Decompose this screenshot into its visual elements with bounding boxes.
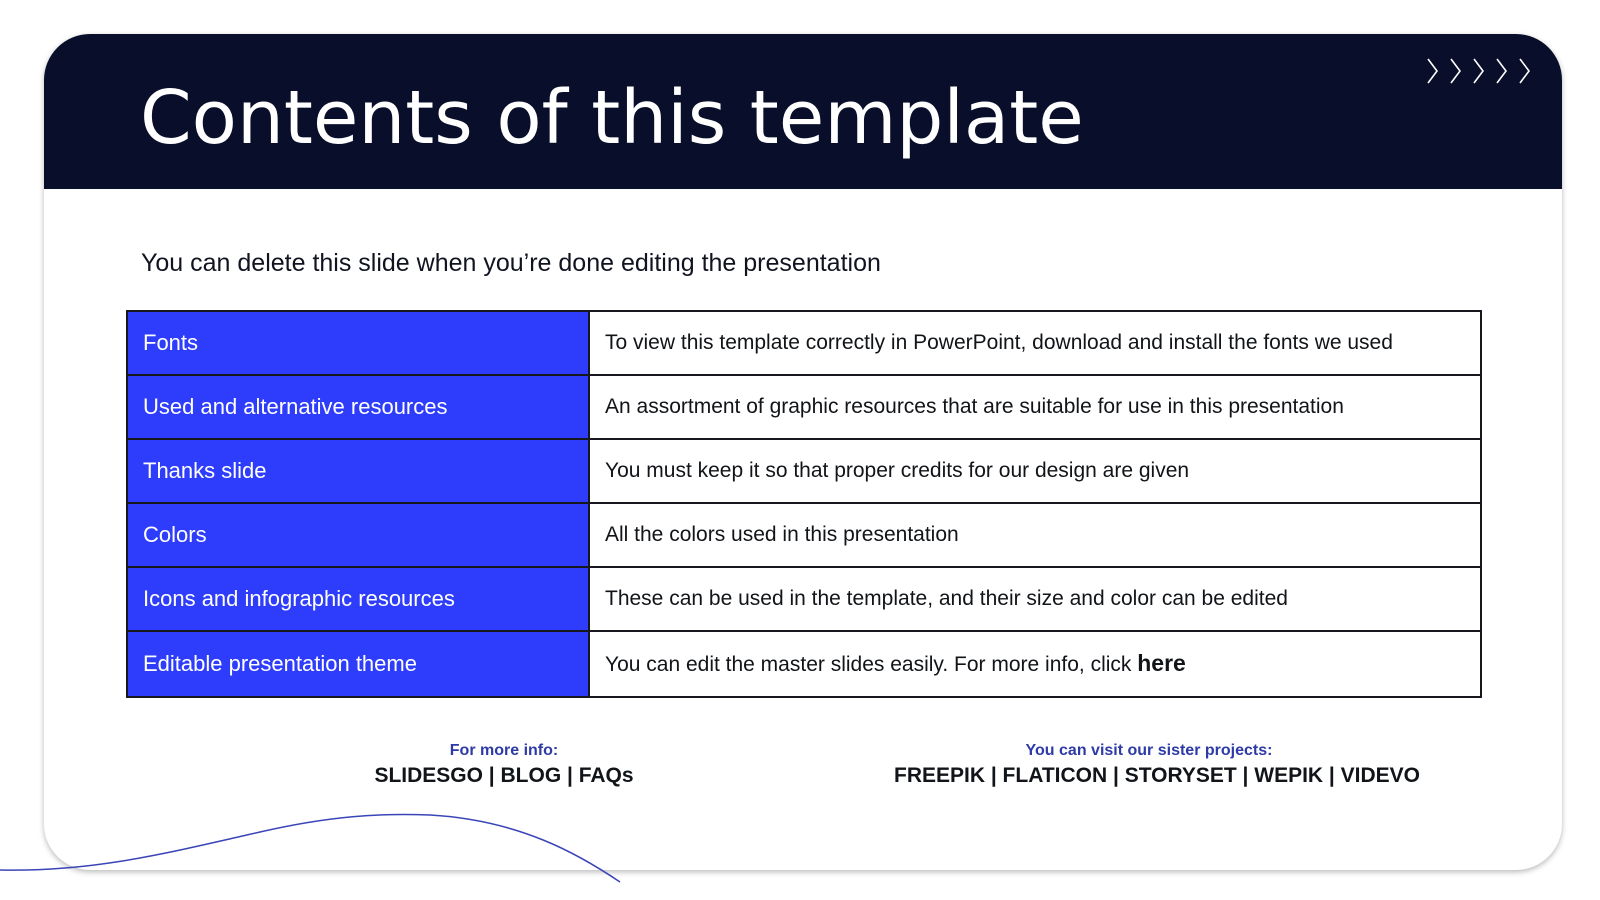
title-header (44, 34, 1562, 189)
table-row (127, 375, 1481, 439)
decorative-wave-line (0, 780, 700, 900)
footer-more-info-caption: For more info: (449, 742, 559, 759)
table-row (127, 631, 1481, 697)
row-description: These can be used in the template, and their size and color can be edited (589, 567, 1481, 631)
row-label: Thanks slide (127, 439, 589, 503)
row-description (589, 631, 1481, 697)
row-description: To view this template correctly in PowerPoint, download and install the fonts we used (589, 311, 1481, 375)
slide-card (44, 34, 1562, 870)
row-label: Used and alternative resources (127, 375, 589, 439)
table-row (127, 503, 1481, 567)
row-label: Editable presentation theme (127, 631, 589, 697)
row-label: Fonts (127, 311, 589, 375)
row-description: You must keep it so that proper credits for our design are given (589, 439, 1481, 503)
row-description: An assortment of graphic resources that are suitable for use in this presentation (589, 375, 1481, 439)
footer-more-info-links[interactable]: SLIDESGO | BLOG | FAQs (374, 764, 634, 787)
row-description: All the colors used in this presentation (589, 503, 1481, 567)
row-label: Colors (127, 503, 589, 567)
table-row (127, 439, 1481, 503)
page-subtitle: You can delete this slide when you’re done editing the presentation (141, 249, 881, 277)
footer-sister-projects-links[interactable]: FREEPIK | FLATICON | STORYSET | WEPIK | VIDEVO (894, 764, 1420, 787)
table-row (127, 567, 1481, 631)
here-link[interactable]: here (1137, 650, 1186, 676)
chevron-right-icon (1424, 56, 1544, 86)
row-label: Icons and infographic resources (127, 567, 589, 631)
footer-sister-projects-caption: You can visit our sister projects: (1025, 742, 1273, 759)
table-row (127, 311, 1481, 375)
page-title: Contents of this template (140, 75, 1084, 161)
contents-table (126, 310, 1482, 698)
row-description-text: You can edit the master slides easily. For more info, click (605, 653, 1138, 676)
footer-sister-projects (894, 740, 1420, 790)
